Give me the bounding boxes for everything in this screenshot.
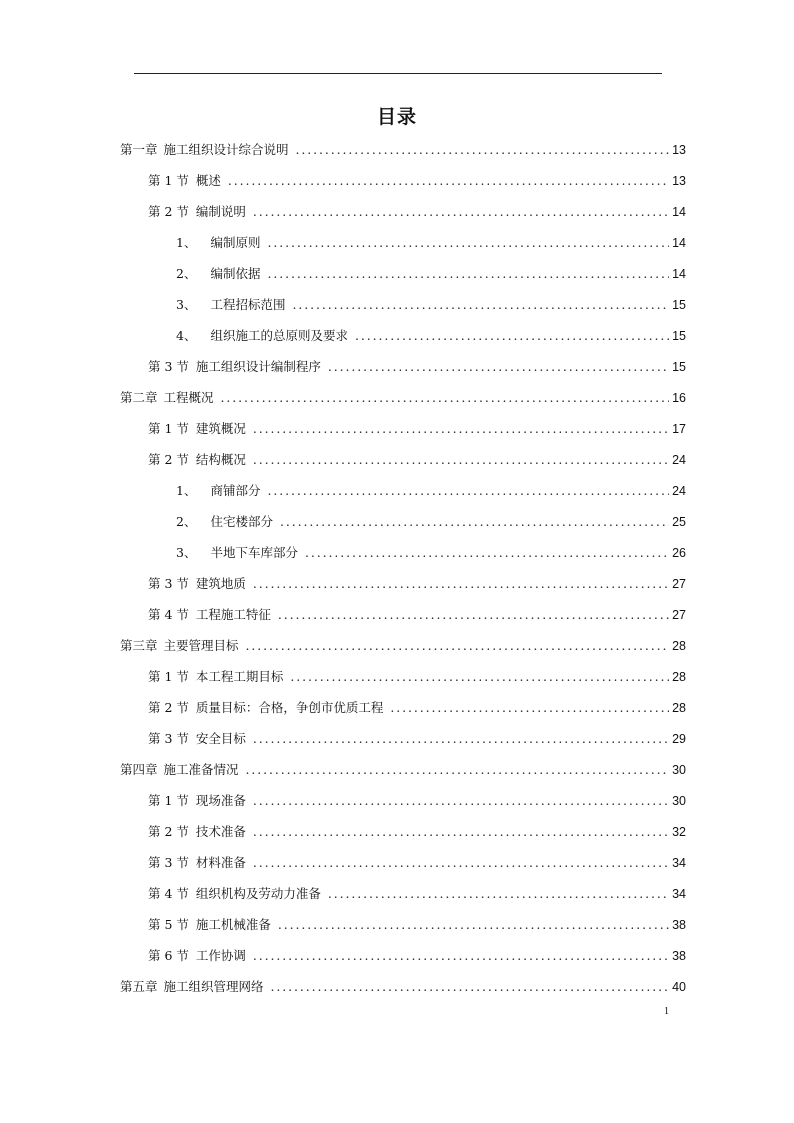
toc-entry-title: 施工组织设计综合说明	[163, 142, 289, 157]
toc-entry-page: 28	[672, 701, 686, 715]
toc-entry-title: 施工机械准备	[195, 917, 271, 932]
toc-entry-title: 概述	[195, 173, 221, 188]
toc-entry-number: 第 6 节	[148, 948, 189, 963]
toc-entry-title: 本工程工期目标	[195, 669, 284, 684]
toc-dot-leader	[280, 512, 669, 532]
toc-entry-title: 商铺部分	[210, 483, 261, 498]
toc-entry-title: 安全目标	[195, 731, 246, 746]
toc-dot-leader	[267, 481, 669, 501]
toc-dot-leader	[328, 884, 669, 904]
toc-dot-leader	[253, 853, 669, 873]
toc-dot-leader	[292, 295, 669, 315]
toc-entry[interactable]	[148, 791, 686, 811]
toc-entry-title: 编制依据	[210, 266, 261, 281]
toc-entry-title: 技术准备	[195, 824, 246, 839]
toc-entry[interactable]	[148, 853, 686, 873]
toc-entry-number: 第 3 节	[148, 576, 189, 591]
toc-entry-page: 24	[672, 453, 686, 467]
toc-entry[interactable]	[148, 822, 686, 842]
toc-entry-number: 第 3 节	[148, 359, 189, 374]
toc-entry[interactable]	[148, 202, 686, 222]
toc-dot-leader	[296, 140, 670, 160]
toc-entry-number: 第 5 节	[148, 917, 189, 932]
toc-entry-page: 32	[672, 825, 686, 839]
toc-dot-leader	[278, 915, 669, 935]
toc-dot-leader	[228, 171, 669, 191]
toc-entry-page: 28	[672, 670, 686, 684]
toc-entry[interactable]	[148, 171, 686, 191]
toc-entry[interactable]	[120, 140, 686, 160]
toc-entry-page: 34	[672, 856, 686, 870]
toc-entry-page: 14	[672, 236, 686, 250]
toc-entry-number: 第五章	[120, 979, 158, 994]
toc-entry[interactable]	[176, 543, 686, 563]
toc-entry-page: 14	[672, 205, 686, 219]
toc-entry[interactable]	[120, 636, 686, 656]
toc-entry[interactable]	[148, 729, 686, 749]
toc-entry-title: 主要管理目标	[163, 638, 239, 653]
toc-entry-number: 第二章	[120, 390, 158, 405]
toc-entry-number: 第 1 节	[148, 793, 189, 808]
toc-dot-leader	[267, 264, 669, 284]
toc-entry[interactable]	[176, 512, 686, 532]
toc-dot-leader	[290, 667, 669, 687]
toc-entry-number: 第 2 节	[148, 452, 189, 467]
toc-entry-number: 1、	[176, 235, 197, 250]
toc-entry[interactable]	[176, 295, 686, 315]
toc-entry-title: 施工组织设计编制程序	[195, 359, 321, 374]
toc-entry-title: 组织机构及劳动力准备	[195, 886, 321, 901]
toc-entry-title: 工程招标范围	[210, 297, 286, 312]
toc-entry-title: 工程施工特征	[195, 607, 271, 622]
toc-dot-leader	[253, 202, 669, 222]
toc-entry-page: 26	[672, 546, 686, 560]
page-title: 目录	[376, 106, 417, 128]
toc-entry-number: 第 4 节	[148, 886, 189, 901]
toc-dot-leader	[253, 419, 669, 439]
toc-entry-title: 材料准备	[195, 855, 246, 870]
toc-entry[interactable]	[176, 481, 686, 501]
toc-entry-page: 15	[672, 329, 686, 343]
toc-entry-page: 25	[672, 515, 686, 529]
toc-entry-title: 质量目标：合格，争创市优质工程	[195, 700, 384, 715]
toc-entry[interactable]	[148, 884, 686, 904]
toc-entry[interactable]	[148, 915, 686, 935]
toc-dot-leader	[253, 729, 669, 749]
toc-entry[interactable]	[120, 388, 686, 408]
toc-entry-number: 第 2 节	[148, 824, 189, 839]
toc-entry-page: 13	[672, 143, 686, 157]
toc-dot-leader	[253, 450, 669, 470]
toc-entry[interactable]	[148, 450, 686, 470]
toc-entry-page: 15	[672, 298, 686, 312]
toc-entry-page: 40	[672, 980, 686, 994]
toc-dot-leader	[253, 574, 669, 594]
toc-dot-leader	[355, 326, 669, 346]
toc-entry-page: 27	[672, 577, 686, 591]
toc-entry[interactable]	[120, 977, 686, 997]
toc-entry-number: 第 2 节	[148, 204, 189, 219]
toc-entry-title: 编制说明	[195, 204, 246, 219]
toc-entry-number: 3、	[176, 297, 197, 312]
toc-entry-number: 第 1 节	[148, 421, 189, 436]
toc-dot-leader	[390, 698, 669, 718]
toc-entry[interactable]	[148, 357, 686, 377]
toc-dot-leader	[253, 822, 669, 842]
toc-entry[interactable]	[176, 264, 686, 284]
toc-entry-title: 建筑地质	[195, 576, 246, 591]
toc-entry-page: 38	[672, 918, 686, 932]
toc-entry-title: 工作协调	[195, 948, 246, 963]
toc-entry-number: 第 3 节	[148, 731, 189, 746]
toc-entry-page: 16	[672, 391, 686, 405]
toc-entry-number: 1、	[176, 483, 197, 498]
toc-entry-title: 现场准备	[195, 793, 246, 808]
toc-entry-page: 14	[672, 267, 686, 281]
toc-entry-number: 第 3 节	[148, 855, 189, 870]
toc-entry-page: 29	[672, 732, 686, 746]
toc-dot-leader	[328, 357, 669, 377]
toc-dot-leader	[246, 760, 670, 780]
toc-dot-leader	[278, 605, 669, 625]
toc-entry-number: 第三章	[120, 638, 158, 653]
toc-entry-number: 第 1 节	[148, 173, 189, 188]
toc-entry-title: 半地下车库部分	[210, 545, 298, 560]
toc-entry-title: 组织施工的总原则及要求	[210, 328, 348, 343]
toc-entry-title: 结构概况	[195, 452, 246, 467]
toc-entry[interactable]	[176, 326, 686, 346]
toc-dot-leader	[305, 543, 669, 563]
toc-entry-number: 第一章	[120, 142, 158, 157]
toc-entry[interactable]	[148, 667, 686, 687]
toc-entry-page: 17	[672, 422, 686, 436]
toc-entry[interactable]	[120, 760, 686, 780]
toc-entry-title: 施工组织管理网络	[163, 979, 264, 994]
toc-entry[interactable]	[148, 946, 686, 966]
toc-entry-page: 30	[672, 763, 686, 777]
toc-entry-page: 38	[672, 949, 686, 963]
toc-entry-title: 施工准备情况	[163, 762, 239, 777]
toc-entry-number: 2、	[176, 514, 197, 529]
toc-dot-leader	[246, 636, 670, 656]
toc-entry-number: 2、	[176, 266, 197, 281]
toc-dot-leader	[253, 791, 669, 811]
toc-dot-leader	[253, 946, 669, 966]
toc-entry-number: 第四章	[120, 762, 158, 777]
toc-entry-page: 30	[672, 794, 686, 808]
toc-entry[interactable]	[148, 605, 686, 625]
toc-entry-number: 第 1 节	[148, 669, 189, 684]
toc-entry[interactable]	[148, 419, 686, 439]
toc-entry[interactable]	[176, 233, 686, 253]
toc-entry[interactable]	[148, 698, 686, 718]
toc-entry-page: 27	[672, 608, 686, 622]
toc-entry-page: 13	[672, 174, 686, 188]
toc-entry-page: 24	[672, 484, 686, 498]
toc-dot-leader	[221, 388, 670, 408]
toc-entry-number: 第 2 节	[148, 700, 189, 715]
toc-entry-number: 3、	[176, 545, 197, 560]
toc-entry-title: 工程概况	[163, 390, 214, 405]
toc-entry-page: 28	[672, 639, 686, 653]
toc-entry-title: 建筑概况	[195, 421, 246, 436]
toc-entry-page: 34	[672, 887, 686, 901]
toc-entry-page: 15	[672, 360, 686, 374]
header-rule	[134, 73, 662, 74]
page-number: 1	[664, 1006, 669, 1017]
toc-entry-title: 编制原则	[210, 235, 261, 250]
toc-entry-number: 第 4 节	[148, 607, 189, 622]
toc-entry-number: 4、	[176, 328, 197, 343]
toc-dot-leader	[271, 977, 670, 997]
toc-dot-leader	[267, 233, 669, 253]
toc-entry[interactable]	[148, 574, 686, 594]
toc-entry-title: 住宅楼部分	[210, 514, 273, 529]
